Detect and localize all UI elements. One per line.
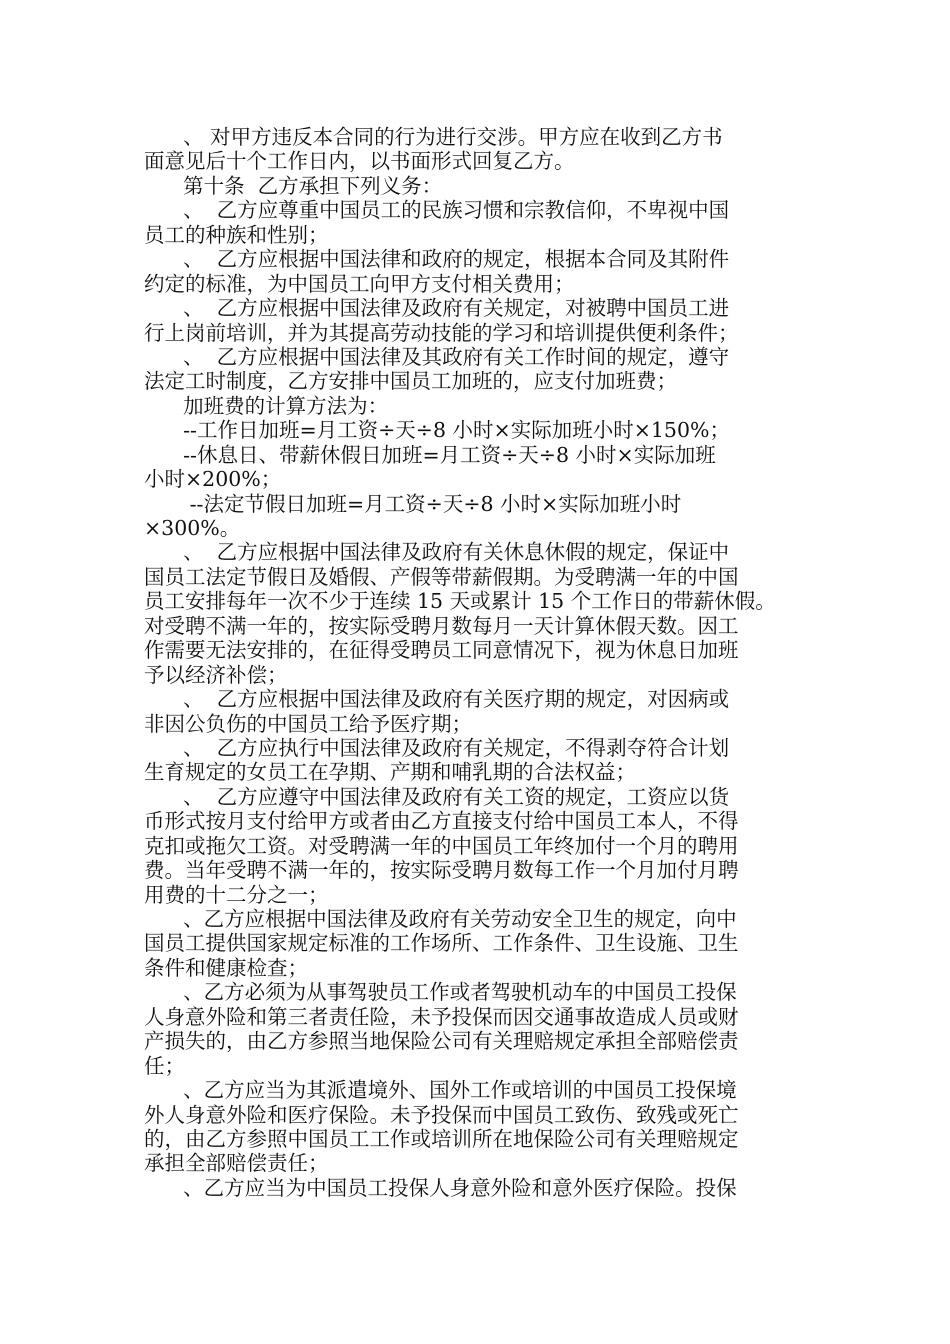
text-line: 面意见后十个工作日内，以书面形式回复乙方。 [144, 149, 575, 174]
text-line: 、 乙方应执行中国法律及政府有关规定，不得剥夺符合计划 [144, 735, 730, 760]
text-line: 、 对甲方违反本合同的行为进行交涉。甲方应在收到乙方书 [144, 125, 723, 149]
text-line: 费。当年受聘不满一年的，按实际受聘月数每工作一个月加付月聘 [144, 858, 739, 883]
text-line: 行上岗前培训，并为其提高劳动技能的学习和培训提供便利条件； [144, 320, 739, 345]
text-line: 、 乙方应根据中国法律及政府有关休息休假的规定，保证中 [144, 540, 730, 565]
text-line: 人身意外险和第三者责任险，未予投保而因交通事故造成人员或财 [144, 1004, 739, 1029]
text-line: 约定的标准，为中国员工向甲方支付相关费用； [144, 271, 575, 296]
text-line: 加班费的计算方法为： [144, 393, 389, 418]
text-line: 、 乙方应遵守中国法律及政府有关工资的规定，工资应以货 [144, 784, 730, 809]
text-line: 非因公负伤的中国员工给予医疗期； [144, 711, 472, 736]
text-line: 员工安排每年一次不少于连续 15 天或累计 15 个工作日的带薪休假。 [144, 589, 776, 614]
text-line: 用费的十二分之一； [144, 882, 329, 907]
text-line: 、 乙方应根据中国法律及政府有关规定，对被聘中国员工进 [144, 296, 730, 321]
text-line: 克扣或拖欠工资。对受聘满一年的中国员工年终加付一个月的聘用 [144, 833, 739, 858]
text-line: 产损失的，由乙方参照当地保险公司有关理赔规定承担全部赔偿责 [144, 1029, 739, 1054]
text-line: 、乙方应当为其派遣境外、国外工作或培训的中国员工投保境 [144, 1078, 737, 1103]
text-line: 员工的种族和性别； [144, 222, 329, 247]
text-line: 外人身意外险和医疗保险。未予投保而中国员工致伤、致残或死亡 [144, 1102, 739, 1127]
text-line: 、乙方必须为从事驾驶员工作或者驾驶机动车的中国员工投保 [144, 980, 737, 1005]
article-heading: 第十条 乙方承担下列义务： [144, 173, 443, 198]
text-line: 、 乙方应根据中国法律及政府有关医疗期的规定，对因病或 [144, 687, 730, 712]
text-line: 、乙方应根据中国法律及政府有关劳动安全卫生的规定，向中 [144, 907, 737, 931]
formula-line: --工作日加班=月工资÷天÷8 小时×实际加班小时×150%； [144, 418, 731, 443]
formula-line: --法定节假日加班=月工资÷天÷8 小时×实际加班小时 [144, 491, 682, 516]
text-line: 作需要无法安排的，在征得受聘员工同意情况下，视为休息日加班 [144, 638, 739, 663]
text-line: 承担全部赔偿责任； [144, 1151, 329, 1176]
text-line: 、乙方应当为中国员工投保人身意外险和意外医疗保险。投保 [144, 1175, 737, 1200]
text-line: 予以经济补偿； [144, 662, 288, 687]
text-line: 对受聘不满一年的，按实际受聘月数每月一天计算休假天数。因工 [144, 613, 739, 638]
text-line: 国员工法定节假日及婚假、产假等带薪假期。为受聘满一年的中国 [144, 564, 739, 589]
formula-line: --休息日、带薪休假日加班=月工资÷天÷8 小时×实际加班 [144, 442, 716, 467]
text-line: 法定工时制度，乙方安排中国员工加班的，应支付加班费； [144, 369, 677, 394]
text-line: 生育规定的女员工在孕期、产期和哺乳期的合法权益； [144, 760, 636, 785]
text-line: 国员工提供国家规定标准的工作场所、工作条件、卫生设施、卫生 [144, 931, 739, 956]
contract-body-text [144, 125, 814, 1200]
text-line: 条件和健康检查； [144, 955, 308, 980]
text-line: 、 乙方应尊重中国员工的民族习惯和宗教信仰，不卑视中国 [144, 198, 730, 223]
text-line: 、 乙方应根据中国法律和政府的规定，根据本合同及其附件 [144, 247, 730, 272]
formula-line: 小时×200%； [144, 467, 282, 492]
text-line: 的，由乙方参照中国员工工作或培训所在地保险公司有关理赔规定 [144, 1126, 739, 1151]
text-line: 币形式按月支付给甲方或者由乙方直接支付给中国员工本人，不得 [144, 809, 739, 834]
text-line: 、 乙方应根据中国法律及其政府有关工作时间的规定，遵守 [144, 344, 730, 369]
formula-line: ×300%。 [144, 516, 241, 540]
text-line: 任； [144, 1053, 185, 1078]
